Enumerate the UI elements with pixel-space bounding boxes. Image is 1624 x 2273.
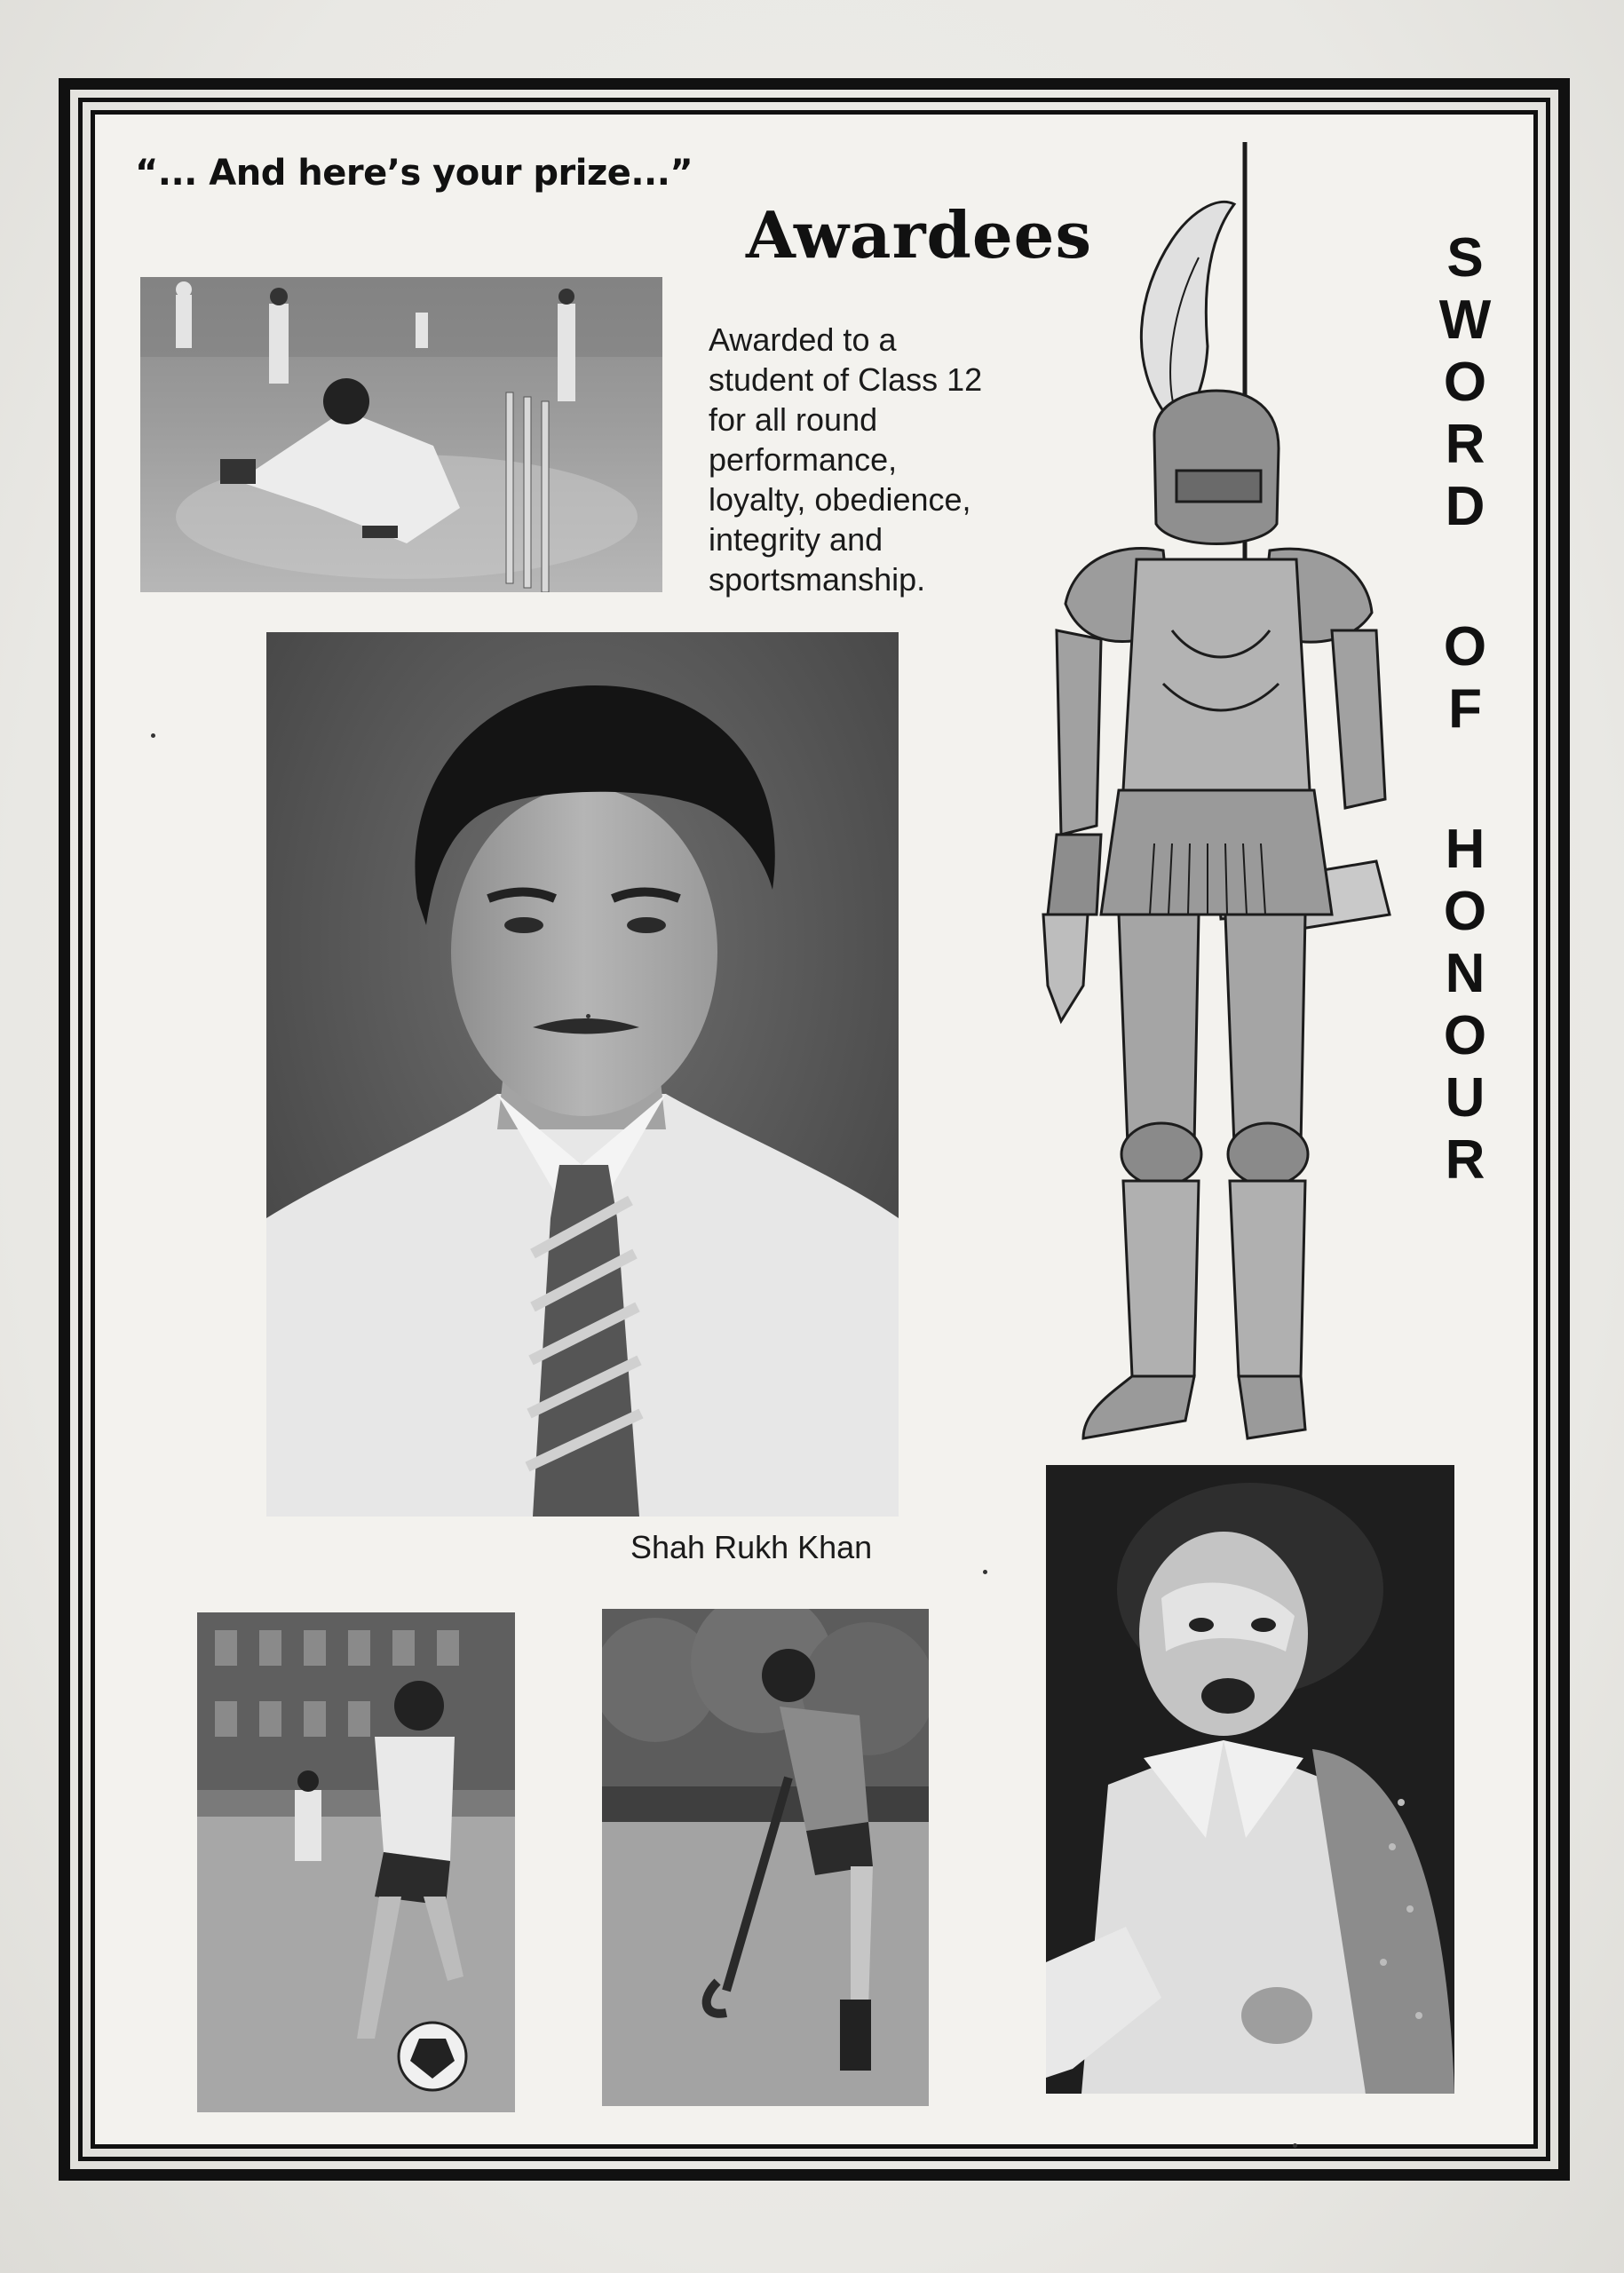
knight-icon [994, 133, 1412, 1447]
sword-of-honour-title [1430, 227, 1501, 1197]
description-line: sportsmanship. [709, 561, 926, 598]
description-line: integrity and [709, 521, 883, 558]
title-letter: O [1443, 352, 1487, 413]
title-letter: O [1443, 616, 1487, 677]
page-title: Awardees [746, 197, 1093, 273]
description-line: student of Class 12 [709, 361, 983, 398]
portrait-photo [266, 632, 899, 1517]
description-line: Awarded to a [709, 321, 897, 358]
description-line: for all round [709, 401, 878, 438]
hockey-photo [602, 1609, 929, 2106]
description-line: loyalty, obedience, [709, 481, 971, 518]
paper-speck [151, 733, 155, 738]
title-letter: U [1445, 1067, 1485, 1129]
description-line: performance, [709, 441, 898, 478]
title-letter: N [1445, 943, 1485, 1004]
title-letter: F [1448, 678, 1482, 740]
title-letter: S [1446, 227, 1484, 289]
title-letter: W [1438, 289, 1492, 351]
football-photo [197, 1612, 515, 2112]
title-gap [1430, 543, 1501, 622]
title-letter: R [1445, 1129, 1485, 1191]
paper-speck [983, 1570, 987, 1574]
title-letter: H [1445, 819, 1485, 880]
page-quote: “... And here’s your prize...” [135, 153, 693, 194]
paper-speck [1293, 2143, 1297, 2148]
title-letter: O [1443, 1005, 1487, 1066]
paper-speck [586, 1014, 590, 1018]
portrait-caption: Shah Rukh Khan [630, 1529, 873, 1565]
title-gap [1430, 746, 1501, 824]
cricket-photo [140, 277, 662, 592]
title-letter: R [1445, 414, 1485, 475]
theatre-photo [1046, 1465, 1454, 2094]
title-letter: O [1443, 881, 1487, 942]
title-letter: D [1445, 476, 1485, 537]
